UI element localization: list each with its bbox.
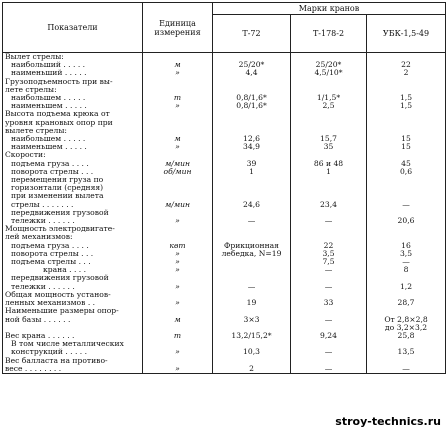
- cell-parameter: вылете стрелы:: [3, 127, 143, 135]
- cell-value: [291, 357, 367, 365]
- cell-value: [291, 176, 367, 184]
- table-row: [3, 307, 446, 315]
- cell-parameter: Вес балласта на противо-: [3, 357, 143, 365]
- cell-unit: [143, 86, 213, 94]
- cell-parameter: наибольшем . . . . .: [3, 94, 143, 102]
- cell-parameter: наименьший . . . . .: [3, 69, 143, 77]
- table-row: [3, 316, 446, 324]
- cell-value: [291, 233, 367, 241]
- cell-unit: [143, 192, 213, 200]
- cell-value: Фрикционная: [213, 242, 291, 250]
- cell-value: [367, 184, 446, 192]
- crane-spec-table: [2, 2, 446, 374]
- cell-value: [291, 307, 367, 315]
- cell-value: [213, 119, 291, 127]
- header-model: Т-72: [213, 15, 291, 53]
- cell-unit: м: [143, 135, 213, 143]
- cell-value: 33: [291, 299, 367, 307]
- cell-value: [291, 209, 367, 217]
- table-row: [3, 127, 446, 135]
- cell-value: 15,7: [291, 135, 367, 143]
- cell-value: [367, 110, 446, 118]
- table-row: [3, 258, 446, 266]
- cell-value: 1/1,5*: [291, 94, 367, 102]
- cell-parameter: Мощность электродвигате-: [3, 225, 143, 233]
- cell-parameter: конструкций . . . . .: [3, 348, 143, 356]
- cell-parameter: крана . . . .: [3, 266, 143, 274]
- cell-unit: м/мин: [143, 160, 213, 168]
- cell-value: [367, 176, 446, 184]
- cell-value: 15: [367, 143, 446, 151]
- table-row: [3, 242, 446, 250]
- cell-value: [213, 192, 291, 200]
- table-row: [3, 299, 446, 307]
- cell-value: 4,5/10*: [291, 69, 367, 77]
- cell-value: [367, 151, 446, 159]
- cell-value: [291, 151, 367, 159]
- cell-value: [367, 225, 446, 233]
- cell-parameter: уровня крановых опор при: [3, 119, 143, 127]
- table-row: [3, 209, 446, 217]
- table-row: [3, 78, 446, 86]
- cell-value: 2,5: [291, 102, 367, 110]
- cell-value: 12,6: [213, 135, 291, 143]
- cell-value: 22: [367, 61, 446, 69]
- cell-unit: »: [143, 283, 213, 291]
- cell-value: —: [291, 266, 367, 274]
- cell-unit: »: [143, 250, 213, 258]
- cell-unit: [143, 119, 213, 127]
- table-row: [3, 102, 446, 110]
- table-row: [3, 357, 446, 365]
- header-model: Т-178-2: [291, 15, 367, 53]
- cell-unit: [143, 225, 213, 233]
- cell-value: 23,4: [291, 201, 367, 209]
- cell-parameter: передвижения грузовой: [3, 274, 143, 282]
- cell-value: [213, 340, 291, 348]
- cell-unit: квт: [143, 242, 213, 250]
- cell-value: 8: [367, 266, 446, 274]
- cell-unit: »: [143, 102, 213, 110]
- cell-parameter: весе . . . . . . . .: [3, 365, 143, 374]
- cell-unit: »: [143, 69, 213, 77]
- cell-value: 1,5: [367, 94, 446, 102]
- cell-value: [291, 110, 367, 118]
- header-unit: Единица измерения: [143, 3, 213, 53]
- table-row: [3, 61, 446, 69]
- cell-value: 15: [367, 135, 446, 143]
- cell-parameter: Наименьшие размеры опор-: [3, 307, 143, 315]
- cell-value: 35: [291, 143, 367, 151]
- cell-value: [367, 86, 446, 94]
- cell-value: 25/20*: [213, 61, 291, 69]
- cell-value: [213, 78, 291, 86]
- table-row: [3, 69, 446, 77]
- cell-unit: [143, 110, 213, 118]
- cell-value: 2: [367, 69, 446, 77]
- cell-unit: [143, 184, 213, 192]
- cell-value: [367, 307, 446, 315]
- cell-parameter: перемещения груза по: [3, 176, 143, 184]
- cell-unit: т: [143, 332, 213, 340]
- cell-unit: об/мин: [143, 168, 213, 176]
- table-row: [3, 86, 446, 94]
- cell-value: [213, 225, 291, 233]
- cell-unit: [143, 176, 213, 184]
- table-row: [3, 160, 446, 168]
- cell-value: От 2,8×2,8: [367, 316, 446, 324]
- cell-unit: т: [143, 94, 213, 102]
- cell-value: [367, 192, 446, 200]
- cell-value: [367, 274, 446, 282]
- table-row: [3, 184, 446, 192]
- cell-parameter: подъема стрелы . . .: [3, 258, 143, 266]
- cell-value: [291, 225, 367, 233]
- cell-value: 13,2/15,2*: [213, 332, 291, 340]
- cell-parameter: наименьшем . . . . .: [3, 102, 143, 110]
- cell-unit: [143, 53, 213, 62]
- cell-value: [213, 110, 291, 118]
- cell-value: [213, 258, 291, 266]
- table-row: [3, 324, 446, 332]
- cell-value: [213, 233, 291, 241]
- cell-unit: »: [143, 217, 213, 225]
- cell-value: —: [291, 283, 367, 291]
- cell-parameter: Вес крана . . . . . .: [3, 332, 143, 340]
- table-row: [3, 135, 446, 143]
- cell-value: до 3,2×3,2: [367, 324, 446, 332]
- cell-parameter: наименьшем . . . . .: [3, 143, 143, 151]
- cell-value: [213, 291, 291, 299]
- cell-value: [213, 53, 291, 62]
- cell-value: 3,5: [367, 250, 446, 258]
- table-row: [3, 53, 446, 62]
- cell-value: [367, 209, 446, 217]
- cell-value: [291, 291, 367, 299]
- cell-value: [213, 209, 291, 217]
- cell-value: —: [367, 201, 446, 209]
- cell-value: [213, 86, 291, 94]
- cell-value: [213, 324, 291, 332]
- cell-value: 20,6: [367, 217, 446, 225]
- table-row: [3, 225, 446, 233]
- cell-parameter: наибольшем . . . . .: [3, 135, 143, 143]
- table-row: [3, 340, 446, 348]
- cell-value: [213, 127, 291, 135]
- cell-value: 34,9: [213, 143, 291, 151]
- table-row: [3, 217, 446, 225]
- cell-value: [367, 340, 446, 348]
- cell-value: 1,2: [367, 283, 446, 291]
- cell-unit: »: [143, 365, 213, 374]
- table-row: [3, 151, 446, 159]
- cell-value: 13,5: [367, 348, 446, 356]
- cell-value: —: [367, 365, 446, 374]
- cell-value: [291, 53, 367, 62]
- cell-unit: м/мин: [143, 201, 213, 209]
- cell-value: [367, 357, 446, 365]
- cell-value: [291, 127, 367, 135]
- cell-unit: [143, 307, 213, 315]
- cell-unit: [143, 357, 213, 365]
- cell-parameter: подъема груза . . . .: [3, 160, 143, 168]
- table-row: [3, 143, 446, 151]
- cell-value: [213, 184, 291, 192]
- cell-value: 0,8/1,6*: [213, 102, 291, 110]
- cell-parameter: подъема груза . . . .: [3, 242, 143, 250]
- cell-unit: »: [143, 143, 213, 151]
- table-row: [3, 365, 446, 374]
- cell-value: [291, 324, 367, 332]
- cell-unit: [143, 127, 213, 135]
- header-parameter: Показатели: [3, 3, 143, 53]
- cell-unit: [143, 78, 213, 86]
- cell-parameter: при изменении вылета: [3, 192, 143, 200]
- cell-value: 0,6: [367, 168, 446, 176]
- cell-value: [213, 357, 291, 365]
- cell-value: [291, 86, 367, 94]
- table-row: [3, 266, 446, 274]
- cell-value: 45: [367, 160, 446, 168]
- cell-parameter: Вылет стрелы:: [3, 53, 143, 62]
- cell-parameter: ленных механизмов . .: [3, 299, 143, 307]
- cell-parameter: лете стрелы:: [3, 86, 143, 94]
- cell-value: лебедка, N=19: [213, 250, 291, 258]
- table-row: [3, 274, 446, 282]
- cell-unit: [143, 324, 213, 332]
- cell-value: [213, 266, 291, 274]
- table-body: [3, 53, 446, 374]
- cell-value: [291, 119, 367, 127]
- cell-value: 1: [213, 168, 291, 176]
- cell-unit: [143, 291, 213, 299]
- table-row: [3, 233, 446, 241]
- cell-unit: »: [143, 266, 213, 274]
- cell-value: [291, 340, 367, 348]
- cell-value: 39: [213, 160, 291, 168]
- cell-parameter: Общая мощность установ-: [3, 291, 143, 299]
- cell-parameter: передвижения грузовой: [3, 209, 143, 217]
- cell-unit: »: [143, 348, 213, 356]
- cell-parameter: ной базы . . . . . .: [3, 316, 143, 324]
- cell-value: —: [291, 365, 367, 374]
- cell-unit: [143, 209, 213, 217]
- cell-parameter: Грузоподъемность при вы-: [3, 78, 143, 86]
- cell-value: [367, 119, 446, 127]
- cell-unit: [143, 151, 213, 159]
- table-row: [3, 332, 446, 340]
- cell-value: [367, 78, 446, 86]
- cell-unit: »: [143, 299, 213, 307]
- header-brands: Марки кранов: [213, 3, 446, 15]
- cell-value: —: [213, 283, 291, 291]
- table-row: [3, 110, 446, 118]
- cell-value: 4,4: [213, 69, 291, 77]
- table-row: [3, 168, 446, 176]
- cell-value: —: [367, 258, 446, 266]
- cell-value: —: [291, 217, 367, 225]
- cell-value: —: [213, 217, 291, 225]
- cell-value: [291, 78, 367, 86]
- cell-value: [291, 274, 367, 282]
- table-row: [3, 291, 446, 299]
- cell-unit: м: [143, 316, 213, 324]
- table-row: [3, 94, 446, 102]
- cell-value: 0,8/1,6*: [213, 94, 291, 102]
- watermark: stroy-technics.ru: [335, 415, 441, 428]
- cell-value: [367, 291, 446, 299]
- table-row: [3, 250, 446, 258]
- cell-value: 1: [291, 168, 367, 176]
- cell-parameter: лей механизмов:: [3, 233, 143, 241]
- cell-value: 9,24: [291, 332, 367, 340]
- cell-value: [291, 192, 367, 200]
- header-model: УБК-1,5-49: [367, 15, 446, 53]
- cell-value: [213, 176, 291, 184]
- cell-value: 28,7: [367, 299, 446, 307]
- cell-value: 25,8: [367, 332, 446, 340]
- cell-unit: [143, 233, 213, 241]
- cell-value: 22: [291, 242, 367, 250]
- cell-value: 3,5: [291, 250, 367, 258]
- cell-value: [367, 127, 446, 135]
- cell-parameter: горизонтали (средняя): [3, 184, 143, 192]
- table-row: [3, 192, 446, 200]
- cell-value: [291, 184, 367, 192]
- cell-unit: [143, 274, 213, 282]
- cell-parameter: стрелы . . . . . . .: [3, 201, 143, 209]
- table-row: [3, 348, 446, 356]
- cell-value: [213, 274, 291, 282]
- cell-parameter: Высота подъема крюка от: [3, 110, 143, 118]
- cell-value: 7,5: [291, 258, 367, 266]
- cell-value: 16: [367, 242, 446, 250]
- table-row: [3, 119, 446, 127]
- cell-parameter: В том числе металлических: [3, 340, 143, 348]
- cell-parameter: поворота стрелы . . .: [3, 168, 143, 176]
- cell-value: 10,3: [213, 348, 291, 356]
- cell-value: 86 и 48: [291, 160, 367, 168]
- cell-value: [213, 307, 291, 315]
- cell-value: —: [291, 316, 367, 324]
- cell-value: [367, 233, 446, 241]
- cell-value: 1,5: [367, 102, 446, 110]
- cell-unit: м: [143, 61, 213, 69]
- cell-value: —: [291, 348, 367, 356]
- cell-unit: »: [143, 258, 213, 266]
- cell-parameter: тележки . . . . . .: [3, 217, 143, 225]
- cell-value: 2: [213, 365, 291, 374]
- cell-value: 25/20*: [291, 61, 367, 69]
- table-row: [3, 201, 446, 209]
- table-row: [3, 176, 446, 184]
- cell-value: 19: [213, 299, 291, 307]
- cell-unit: [143, 340, 213, 348]
- cell-parameter: [3, 324, 143, 332]
- cell-value: 3×3: [213, 316, 291, 324]
- cell-value: [367, 53, 446, 62]
- cell-value: 24,6: [213, 201, 291, 209]
- cell-parameter: поворота стрелы . . .: [3, 250, 143, 258]
- cell-parameter: тележки . . . . . .: [3, 283, 143, 291]
- cell-parameter: Скорости:: [3, 151, 143, 159]
- cell-parameter: наибольший . . . . .: [3, 61, 143, 69]
- cell-value: [213, 151, 291, 159]
- table-row: [3, 283, 446, 291]
